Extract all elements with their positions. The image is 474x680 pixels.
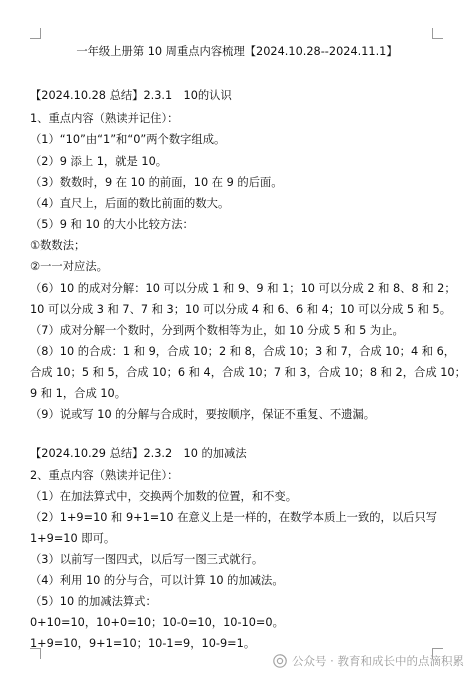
content-line: （6）10 的成对分解：10 可以分成 1 和 9、9 和 1；10 可以分成 2 和 8、8 和 2； (30, 282, 456, 295)
content-line: （1）在加法算式中，交换两个加数的位置，和不变。 (30, 490, 298, 503)
content-line: （8）10 的合成：1 和 9，合成 10；2 和 8，合成 10；3 和 7，合成 10；4 和 6， (30, 345, 456, 358)
content-line: 1+9=10，9+1=10；10-1=9，10-9=1。 (30, 637, 256, 650)
page-corner-mark-top-left (30, 28, 41, 39)
section-heading: 【2024.10.28 总结】2.3.1 10的认识 (30, 89, 232, 102)
wechat-official-account-icon (273, 654, 287, 668)
document-title: 一年级上册第 10 周重点内容梳理【2024.10.28--2024.11.1】 (76, 45, 398, 58)
content-line: 10 可以分成 3 和 7、7 和 3；10 可以分成 4 和 6、6 和 4；10 可以分成 5 和 5。 (30, 303, 451, 316)
content-line: 9 和 1，合成 10。 (30, 387, 127, 400)
content-line: （4）利用 10 的分与合，可以计算 10 的加减法。 (30, 574, 284, 587)
content-line: ②一一对应法。 (30, 260, 108, 273)
section-heading: 【2024.10.29 总结】2.3.2 10 的加减法 (30, 447, 247, 460)
content-line: ①数数法； (30, 239, 86, 252)
content-line: （5）10 的加减法算式： (30, 595, 157, 608)
watermark-text: 公众号 · 教育和成长中的点滴积累 (292, 654, 464, 668)
page-corner-mark-top-right (432, 28, 443, 39)
subheading: 1、重点内容（熟读并记住）： (30, 112, 179, 125)
content-line: （5）9 和 10 的大小比较方法： (30, 218, 194, 231)
content-line: （3）数数时，9 在 10 的前面，10 在 9 的后面。 (30, 176, 283, 189)
content-line: （4）直尺上，后面的数比前面的数大。 (30, 197, 230, 210)
content-line: 合成 10；5 和 5，合成 10；6 和 4，合成 10；7 和 3，合成 10；8 和 2，合成 10； (30, 366, 466, 379)
content-line: （9）说或写 10 的分解与合成时，要按顺序，保证不重复、不遗漏。 (30, 408, 376, 421)
watermark (273, 653, 464, 669)
content-line: 1+9=10 即可。 (30, 532, 116, 545)
content-line: （7）成对分解一个数时，分到两个数相等为止，如 10 分成 5 和 5 为止。 (30, 324, 404, 337)
content-line: 0+10=10，10+0=10；10-0=10，10-10=0。 (30, 616, 284, 629)
content-line: （1）“10”由“1”和“0”两个数字组成。 (30, 133, 226, 146)
content-line: （2）9 添上 1，就是 10。 (30, 155, 168, 168)
content-line: （2）1+9=10 和 9+1=10 在意义上是一样的，在数学本质上一致的，以后只写 (30, 511, 438, 524)
content-line: （3）以前写一图四式，以后写一图三式就行。 (30, 553, 264, 566)
subheading: 2、重点内容（熟读并记住）： (30, 469, 179, 482)
